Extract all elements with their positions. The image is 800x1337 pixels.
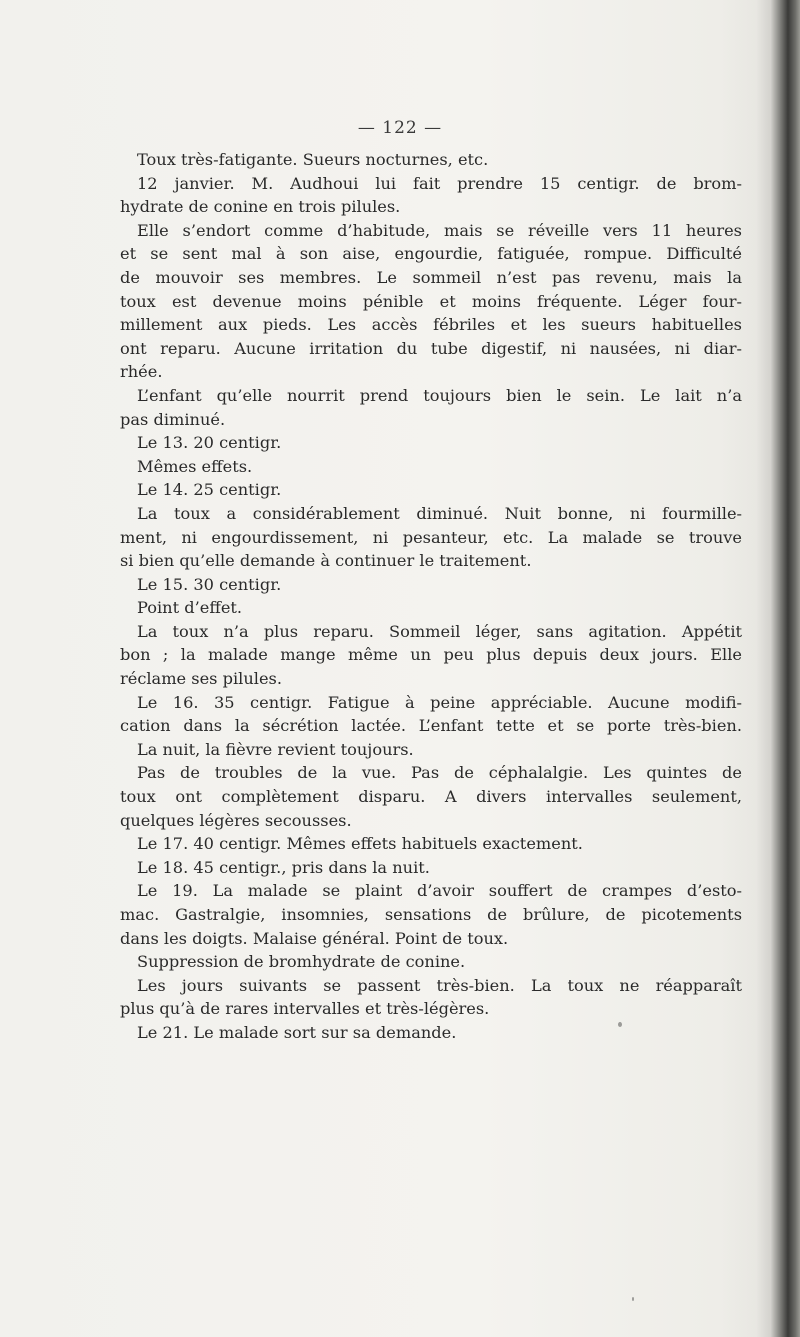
text-line: Pas de troubles de la vue. Pas de céphalalgie. Les quintes de [137, 763, 742, 783]
text-line: Le 16. 35 centigr. Fatigue à peine appréciable. Aucune modifi- [137, 692, 742, 712]
text-line: L’enfant qu’elle nourrit prend toujours bien le sein. Le lait n’a [137, 385, 742, 405]
text-line: hydrate de conine en trois pilules. [120, 197, 401, 217]
text-line: Elle s’endort comme d’habitude, mais se réveille vers 11 heures [137, 220, 742, 240]
text-line: cation dans la sécrétion lactée. L’enfant tette et se porte très-bien. [120, 716, 742, 736]
text-line: toux ont complètement disparu. A divers intervalles seulement, [120, 787, 742, 807]
text-line: quelques légères secousses. [120, 810, 352, 830]
paper-speck [618, 1022, 622, 1027]
text-line: Le 19. La malade se plaint d’avoir souffert de crampes d’esto- [137, 881, 742, 901]
text-line: Les jours suivants se passent très-bien. La toux ne réapparaît [137, 975, 742, 995]
text-line: millement aux pieds. Les accès fébriles et les sueurs habituelles [120, 315, 742, 335]
page-number: — 122 — [357, 118, 443, 138]
text-line: Le 17. 40 centigr. Mêmes effets habituels exactement. [137, 834, 583, 854]
text-line: 12 janvier. M. Audhoui lui fait prendre 15 centigr. de brom- [137, 173, 742, 193]
text-line: Mêmes effets. [137, 456, 253, 476]
text-line: Point d’effet. [137, 598, 243, 618]
text-line: La toux n’a plus reparu. Sommeil léger, sans agitation. Appétit [137, 621, 742, 641]
text-line: toux est devenue moins pénible et moins fréquente. Léger four- [120, 291, 742, 311]
text-line: dans les doigts. Malaise général. Point de toux. [120, 928, 509, 948]
book-binding-edge [770, 0, 800, 1337]
text-line: si bien qu’elle demande à continuer le traitement. [120, 551, 532, 571]
body-text [120, 148, 742, 1045]
paper-speck [632, 1297, 634, 1301]
text-line: rhée. [120, 362, 163, 382]
text-line: Le 13. 20 centigr. [137, 433, 282, 453]
text-line: ment, ni engourdissement, ni pesanteur, etc. La malade se trouve [120, 527, 742, 547]
text-line: Le 21. Le malade sort sur sa demande. [137, 1022, 457, 1042]
text-line: La toux a considérablement diminué. Nuit bonne, ni fourmille- [137, 503, 742, 523]
text-line: Toux très-fatigante. Sueurs nocturnes, etc. [137, 150, 489, 169]
text-line: Le 14. 25 centigr. [137, 480, 282, 500]
text-line: de mouvoir ses membres. Le sommeil n’est pas revenu, mais la [120, 267, 742, 287]
text-line: pas diminué. [120, 409, 226, 429]
text-line: et se sent mal à son aise, engourdie, fatiguée, rompue. Difficulté [120, 244, 742, 264]
text-line: bon ; la malade mange même un peu plus depuis deux jours. Elle [120, 645, 742, 665]
text-line: Le 18. 45 centigr., pris dans la nuit. [137, 857, 430, 877]
text-line: Suppression de bromhydrate de conine. [137, 952, 466, 972]
text-line: réclame ses pilules. [120, 669, 282, 689]
text-line: mac. Gastralgie, insomnies, sensations de brûlure, de picotements [120, 905, 742, 924]
text-line: ont reparu. Aucune irritation du tube digestif, ni nausées, ni diar- [120, 338, 742, 358]
text-line: Le 15. 30 centigr. [137, 574, 282, 594]
text-line: plus qu’à de rares intervalles et très-légères. [120, 999, 490, 1019]
text-line: La nuit, la fièvre revient toujours. [137, 739, 414, 759]
binding-shadow [756, 0, 770, 1337]
